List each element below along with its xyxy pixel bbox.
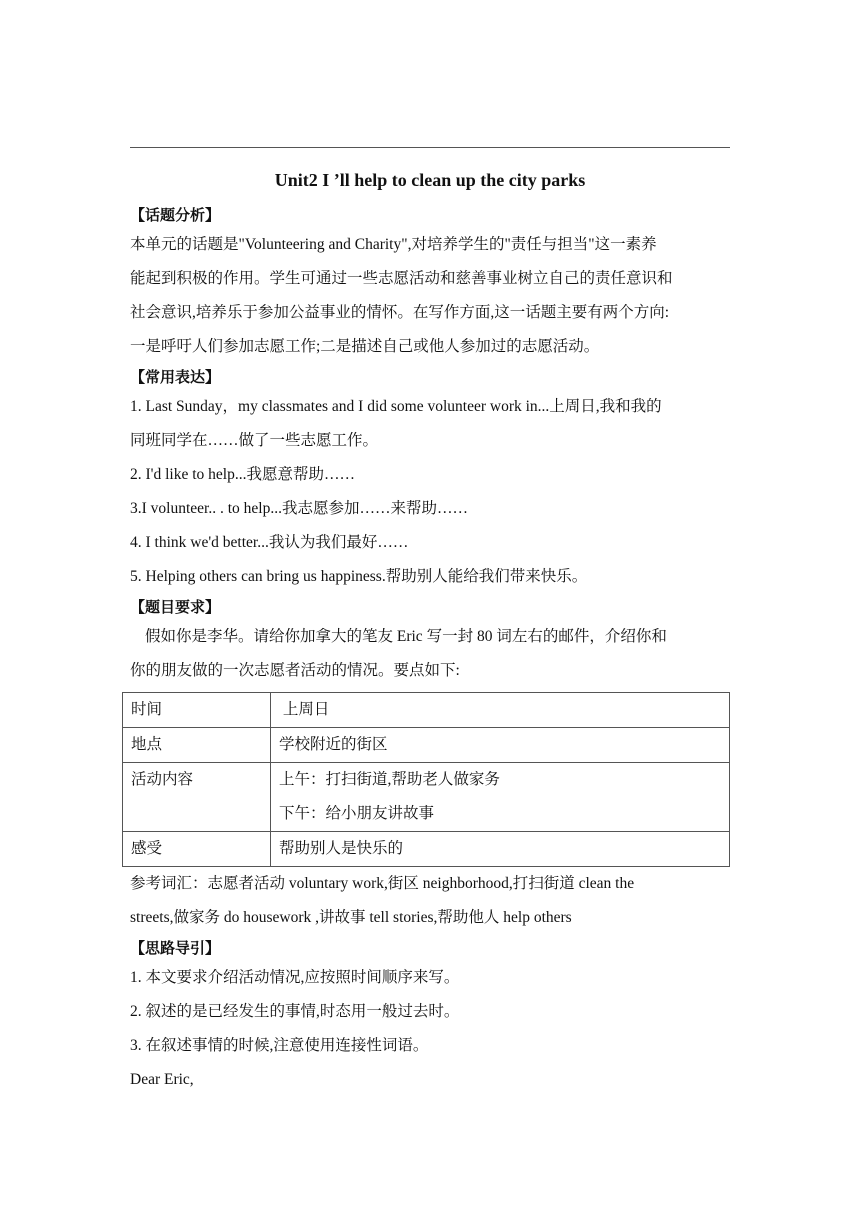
document-body — [130, 202, 738, 1097]
expression-item: 1. Last Sunday，my classmates and I did some volunteer work in...上周日,我和我的 — [130, 398, 662, 415]
table-value-cell: 帮助别人是快乐的 — [271, 832, 730, 867]
paragraph-line: 本单元的话题是"Volunteering and Charity",对培养学生的"责任与担当"这一素养 — [130, 236, 657, 253]
page-title: Unit2 I ’ll help to clean up the city parks — [274, 170, 586, 190]
table-value-line: 上午：打扫街道,帮助老人做家务 — [279, 771, 500, 788]
paragraph-line: 假如你是李华。请给你加拿大的笔友 Eric 写一封 80 词左右的邮件，介绍你和 — [145, 628, 667, 645]
guide-heading: 【思路导引】 — [130, 939, 221, 957]
expression-item: 4. I think we'd better...我认为我们最好…… — [130, 534, 409, 551]
topic-analysis-heading: 【话题分析】 — [130, 206, 221, 224]
table-row — [123, 728, 730, 763]
requirements-paragraph — [130, 620, 738, 688]
table-row — [123, 693, 730, 728]
letter-salutation: Dear Eric, — [130, 1071, 194, 1088]
vocabulary-line: streets,做家务 do housework ,讲故事 tell stories,帮助他人 help others — [130, 909, 572, 926]
topic-analysis-paragraph — [130, 228, 738, 364]
table-key-cell: 感受 — [123, 832, 271, 867]
table-value-cell: 学校附近的街区 — [271, 728, 730, 763]
guide-item: 2. 叙述的是已经发生的事情,时态用一般过去时。 — [130, 1003, 460, 1020]
table-value-cell — [271, 763, 730, 832]
expression-item: 2. I'd like to help...我愿意帮助…… — [130, 466, 355, 483]
vocabulary-note — [130, 867, 738, 935]
header-rule — [130, 147, 730, 148]
vocabulary-line: 参考词汇：志愿者活动 voluntary work,街区 neighborhood,打扫街道 clean the — [130, 875, 635, 892]
requirements-table — [122, 692, 730, 867]
guide-list — [130, 961, 738, 1063]
expressions-list — [130, 390, 738, 594]
table-row — [123, 832, 730, 867]
expression-item: 5. Helping others can bring us happiness.帮助别人能给我们带来快乐。 — [130, 568, 588, 585]
table-row — [123, 763, 730, 832]
expressions-heading: 【常用表达】 — [130, 368, 221, 386]
table-key-cell: 地点 — [123, 728, 271, 763]
paragraph-line: 社会意识,培养乐于参加公益事业的情怀。在写作方面,这一话题主要有两个方向: — [130, 304, 670, 321]
paragraph-line: 一是呼吁人们参加志愿工作;二是描述自己或他人参加过的志愿活动。 — [130, 338, 600, 355]
expression-item: 同班同学在……做了一些志愿工作。 — [130, 432, 379, 449]
table-key-cell: 时间 — [123, 693, 271, 728]
paragraph-line: 你的朋友做的一次志愿者活动的情况。要点如下: — [130, 662, 460, 679]
requirements-heading: 【题目要求】 — [130, 598, 221, 616]
table-key-cell: 活动内容 — [123, 763, 271, 832]
expression-item: 3.I volunteer.. . to help...我志愿参加……来帮助…… — [130, 500, 468, 517]
guide-item: 1. 本文要求介绍活动情况,应按照时间顺序来写。 — [130, 969, 460, 986]
guide-item: 3. 在叙述事情的时候,注意使用连接性词语。 — [130, 1037, 429, 1054]
table-value-cell: 上周日 — [271, 693, 730, 728]
paragraph-line: 能起到积极的作用。学生可通过一些志愿活动和慈善事业树立自己的责任意识和 — [130, 270, 673, 287]
table-value-line: 下午：给小朋友讲故事 — [279, 805, 435, 822]
